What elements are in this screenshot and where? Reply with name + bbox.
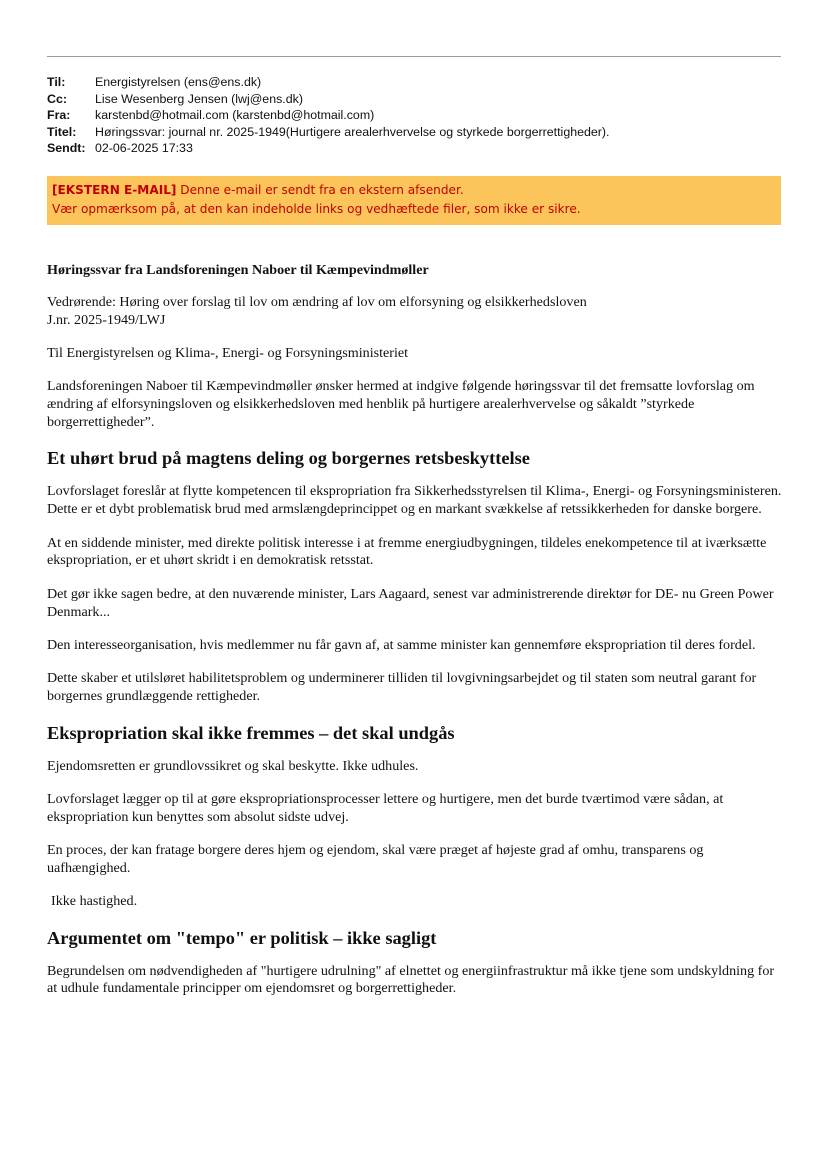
section-2-paragraph-2: Lovforslaget lægger op til at gøre ekspropriationsprocesser lettere og hurtigere, men det burde tværtimod være sådan, at ekspropriation kun benyttes som absolut sidste udvej. bbox=[47, 790, 724, 825]
intro-paragraph: Landsforeningen Naboer til Kæmpevindmøller ønsker hermed at indgive følgende høringssvar til det fremsatte lovforslag om ændring af elforsyningsloven og elsikkerhedsloven med henblik på hurtigere arealerhvervelse og såkaldt ”styrkede borgerrettigheder”. bbox=[47, 378, 755, 430]
addressee: Til Energistyrelsen og Klima-, Energi- og Forsyningsministeriet bbox=[47, 344, 409, 361]
from-row bbox=[47, 107, 787, 124]
section-1-paragraph-5: Dette skaber et utilsløret habilitetsproblem og underminerer tilliden til lovgivningsarbejdet og til staten som neutral garant for borgernes grundlæggende rettigheder. bbox=[47, 670, 757, 705]
sent-value: 02-06-2025 17:33 bbox=[95, 141, 193, 156]
section-3-paragraph-1: Begrundelsen om nødvendigheden af "hurtigere udrulning" af elnettet og energiinfrastruktur må ikke tjene som undskyldning for at udhule fundamentale principper om ejendomsret og borgerrettigheder. bbox=[47, 962, 775, 997]
header-divider bbox=[47, 56, 781, 57]
cc-row bbox=[47, 91, 787, 108]
regarding-line-2: J.nr. 2025-1949/LWJ bbox=[47, 311, 166, 328]
section-2-heading: Ekspropriation skal ikke fremmes – det skal undgås bbox=[47, 722, 455, 743]
from-value: karstenbd@hotmail.com (karstenbd@hotmail.com) bbox=[95, 108, 375, 123]
sent-label: Sendt: bbox=[47, 141, 86, 156]
section-3-heading: Argumentet om "tempo" er politisk – ikke sagligt bbox=[47, 927, 437, 948]
subject-label: Titel: bbox=[47, 124, 77, 139]
from-label: Fra: bbox=[47, 108, 71, 123]
section-1-paragraph-2: At en siddende minister, med direkte politisk interesse i at fremme energiudbygningen, tildeles enekompetence til at iværksætte ekspropriation, er et uhørt skridt i en demokratisk retsstat. bbox=[47, 534, 767, 569]
section-2-paragraph-4: Ikke hastighed. bbox=[51, 893, 138, 910]
section-1-heading: Et uhørt brud på magtens deling og borgernes retsbeskyttelse bbox=[47, 448, 530, 469]
section-2-paragraph-1: Ejendomsretten er grundlovssikret og skal beskytte. Ikke udhules. bbox=[47, 757, 419, 774]
warning-line-1 bbox=[52, 181, 781, 200]
to-label: Til: bbox=[47, 75, 66, 89]
external-email-warning bbox=[47, 176, 781, 225]
section-1-paragraph-4: Den interesseorganisation, hvis medlemmer nu får gavn af, at samme minister kan gennemføre ekspropriation til deres fordel. bbox=[47, 636, 756, 653]
section-1-paragraph-1: Lovforslaget foreslår at flytte kompetencen til ekspropriation fra Sikkerhedsstyrelsen til Klima-, Energi- og Forsyningsministeren. Dette er et dybt problematisk brud med armslængdeprincippet og en markant svækkelse af retssikkerheden for danske borgere. bbox=[47, 483, 782, 518]
cc-value: Lise Wesenberg Jensen (lwj@ens.dk) bbox=[95, 91, 303, 106]
regarding bbox=[47, 294, 787, 330]
sent-row bbox=[47, 140, 787, 157]
warning-text-1: Denne e-mail er sendt fra en ekstern afsender. bbox=[176, 183, 464, 197]
subject-row bbox=[47, 124, 787, 141]
to-row bbox=[47, 74, 787, 91]
cc-label: Cc: bbox=[47, 91, 67, 106]
subject-value: Høringssvar: journal nr. 2025-1949(Hurtigere arealerhvervelse og styrkede borgerrettigheder). bbox=[95, 124, 610, 139]
warning-tag: [EKSTERN E-MAIL] bbox=[52, 183, 177, 197]
section-1-paragraph-3: Det gør ikke sagen bedre, at den nuværende minister, Lars Aagaard, senest var administrerende direktør for DE- nu Green Power Denmark... bbox=[47, 585, 774, 620]
email-header bbox=[47, 74, 787, 157]
to-value: Energistyrelsen (ens@ens.dk) bbox=[95, 75, 262, 89]
warning-line-2: Vær opmærksom på, at den kan indeholde links og vedhæftede filer, som ikke er sikre. bbox=[52, 201, 581, 216]
letter-title: Høringssvar fra Landsforeningen Naboer til Kæmpevindmøller bbox=[47, 262, 429, 278]
letter-body bbox=[47, 262, 787, 1014]
section-2-paragraph-3: En proces, der kan fratage borgere deres hjem og ejendom, skal være præget af højeste grad af omhu, transparens og uafhængighed. bbox=[47, 842, 704, 876]
regarding-line-1: Vedrørende: Høring over forslag til lov om ændring af lov om elforsyning og elsikkerhedsloven bbox=[47, 293, 587, 310]
